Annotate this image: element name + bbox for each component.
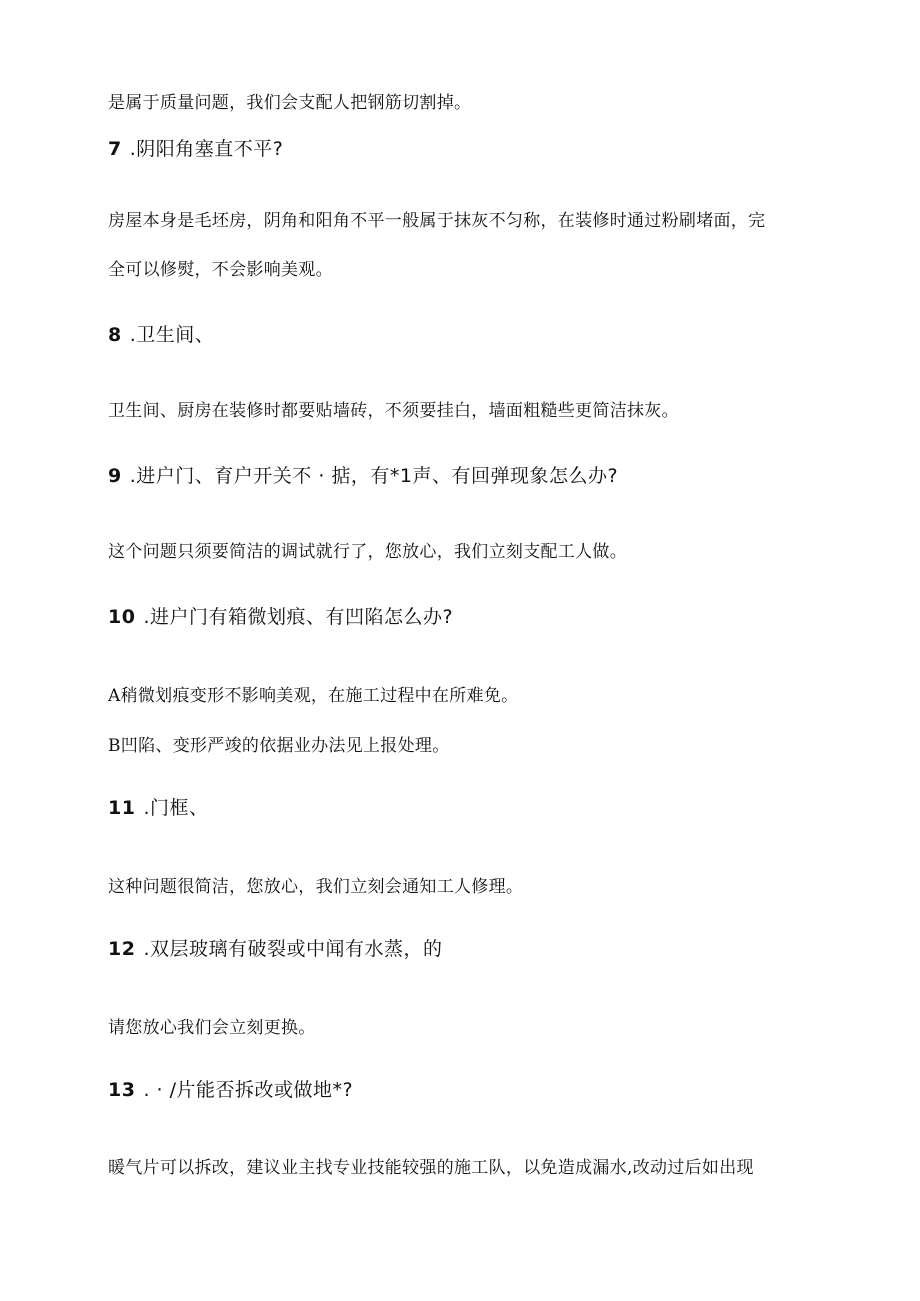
heading-number: 8	[108, 324, 122, 346]
paragraph-line: 请您放心我们会立刻更换。	[108, 1018, 316, 1038]
heading-text: .双层玻璃有破裂或中闻有水蒸，的	[143, 938, 443, 960]
heading-text: .进户门有箱微划痕、有凹陷怎么办?	[143, 606, 454, 628]
heading-text: .阴阳角塞直不平?	[129, 138, 284, 160]
heading-text: .卫生间、	[129, 324, 215, 346]
section-heading-12	[108, 934, 443, 961]
heading-number: 11	[108, 797, 136, 819]
paragraph-line: 暖气片可以拆改，建议业主找专业技能较强的施工队，以免造成漏水,改动过后如出现	[108, 1158, 754, 1178]
heading-text: . · /片能否拆改或做地*?	[143, 1079, 354, 1101]
paragraph-line: 这种问题很简洁，您放心，我们立刻会通知工人修理。	[108, 877, 524, 897]
section-heading-7	[108, 134, 283, 161]
heading-number: 7	[108, 138, 122, 160]
paragraph-line: 卫生间、厨房在装修时都要贴墙砖，不须要挂白，墙面粗糙些更简洁抹灰。	[108, 401, 679, 421]
heading-number: 10	[108, 606, 136, 628]
section-heading-8	[108, 320, 214, 347]
heading-number: 12	[108, 938, 136, 960]
paragraph-line: 全可以修熨，不会影响美观。	[108, 260, 333, 280]
section-heading-10	[108, 602, 453, 629]
heading-text: .门框、	[143, 797, 209, 819]
heading-number: 9	[108, 465, 122, 487]
paragraph-line: 这个问题只须要简洁的调试就行了，您放心，我们立刻支配工人做。	[108, 542, 627, 562]
section-heading-11	[108, 793, 209, 820]
heading-text: .进户门、育户开关不 · 掂，有*1声、有回弹现象怎么办?	[129, 465, 619, 487]
paragraph-line: 房屋本身是毛坯房，阴角和阳角不平一般属于抹灰不匀称，在装修时通过粉刷堵面，完	[108, 211, 766, 231]
paragraph-line: 是属于质量问题，我们会支配人把钢筋切割掉。	[108, 93, 472, 113]
section-heading-13	[108, 1075, 353, 1102]
section-heading-9	[108, 461, 618, 488]
paragraph-line: B凹陷、变形严竣的依据业办法见上报处理。	[108, 736, 450, 756]
paragraph-line: A稍微划痕变形不影响美观，在施工过程中在所难免。	[108, 686, 519, 706]
heading-number: 13	[108, 1079, 136, 1101]
